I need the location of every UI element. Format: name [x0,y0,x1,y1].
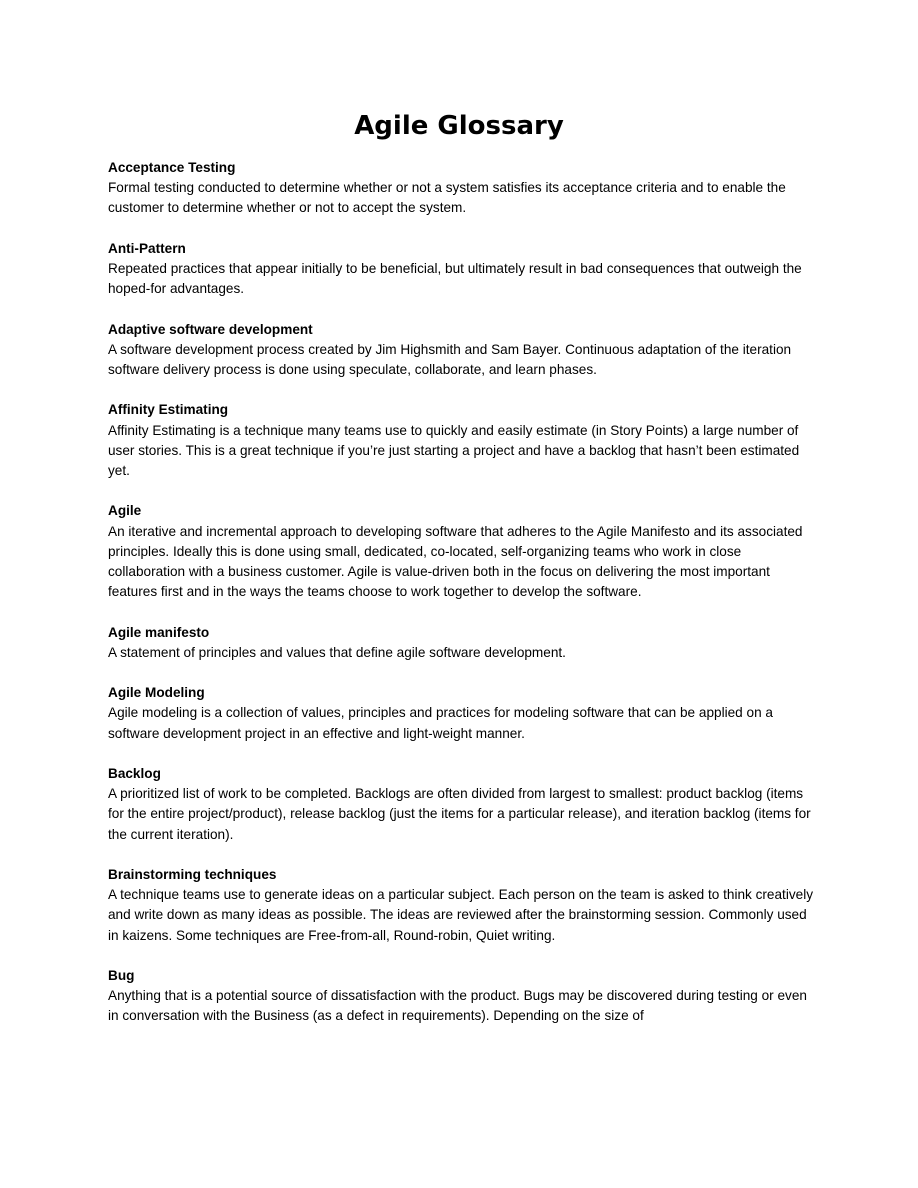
glossary-term: Bug [108,967,135,983]
glossary-entry [108,683,820,744]
glossary-definition: Formal testing conducted to determine whether or not a system satisfies its acceptance criteria and to enable the customer to determine whether or not to accept the system. [108,180,786,216]
glossary-definition: A statement of principles and values that define agile software development. [108,644,566,660]
glossary-term: Agile Modeling [108,685,205,701]
glossary-definition: Agile modeling is a collection of values, principles and practices for modeling software that can be applied on a software development project in an effective and light-weight manner. [108,705,773,741]
glossary-term: Acceptance Testing [108,160,236,175]
glossary-definition: Affinity Estimating is a technique many teams use to quickly and easily estimate (in Story Points) a large number of user stories. This is a great technique if you’re just starting a project and have a backlog that hasn’t been estimated yet. [108,422,800,478]
glossary-entry [108,764,820,845]
glossary-term: Agile [108,503,142,519]
glossary-term: Anti-Pattern [108,240,186,256]
glossary-definition: A software development process created by Jim Highsmith and Sam Bayer. Continuous adaptation of the iteration software delivery process is done using speculate, collaborate, and learn phases. [108,341,792,377]
glossary-term: Agile manifesto [108,624,210,640]
page-title: Agile Glossary [354,111,564,141]
glossary-entry [108,865,820,946]
glossary-definition: An iterative and incremental approach to developing software that adheres to the Agile Manifesto and its associated principles. Ideally this is done using small, dedicated, co-located, self-organizing teams who work in close collaboration with a business customer. Agile is value-driven both in the focus on delivering the most important features first and in the ways the teams choose to work together to develop the software. [108,523,803,600]
glossary-entry [108,158,820,219]
glossary-term: Adaptive software development [108,321,313,337]
glossary-entry [108,400,820,481]
glossary-entry [108,320,820,381]
glossary-definition: Repeated practices that appear initially to be beneficial, but ultimately result in bad consequences that outweigh the hoped-for advantages. [108,261,802,297]
glossary-definition: A prioritized list of work to be completed. Backlogs are often divided from largest to smallest: product backlog (items for the entire project/product), release backlog (just the items for a particular release), and iteration backlog (items for the current iteration). [108,786,811,842]
glossary-term: Backlog [108,765,161,781]
glossary-entry [108,966,820,1027]
glossary-list [108,158,820,1047]
glossary-entry [108,239,820,300]
glossary-term: Brainstorming techniques [108,866,277,882]
glossary-entry [108,501,820,602]
glossary-entry [108,623,820,663]
glossary-definition: A technique teams use to generate ideas on a particular subject. Each person on the team is asked to think creatively and write down as many ideas as possible. The ideas are reviewed after the brainstorming session. Commonly used in kaizens. Some techniques are Free-from-all, Round-robin, Quiet writing. [108,887,814,943]
glossary-term: Affinity Estimating [108,402,229,418]
glossary-definition: Anything that is a potential source of dissatisfaction with the product. Bugs may be discovered during testing or even in conversation with the Business (as a defect in requirements). Depending on the size of [108,988,807,1024]
